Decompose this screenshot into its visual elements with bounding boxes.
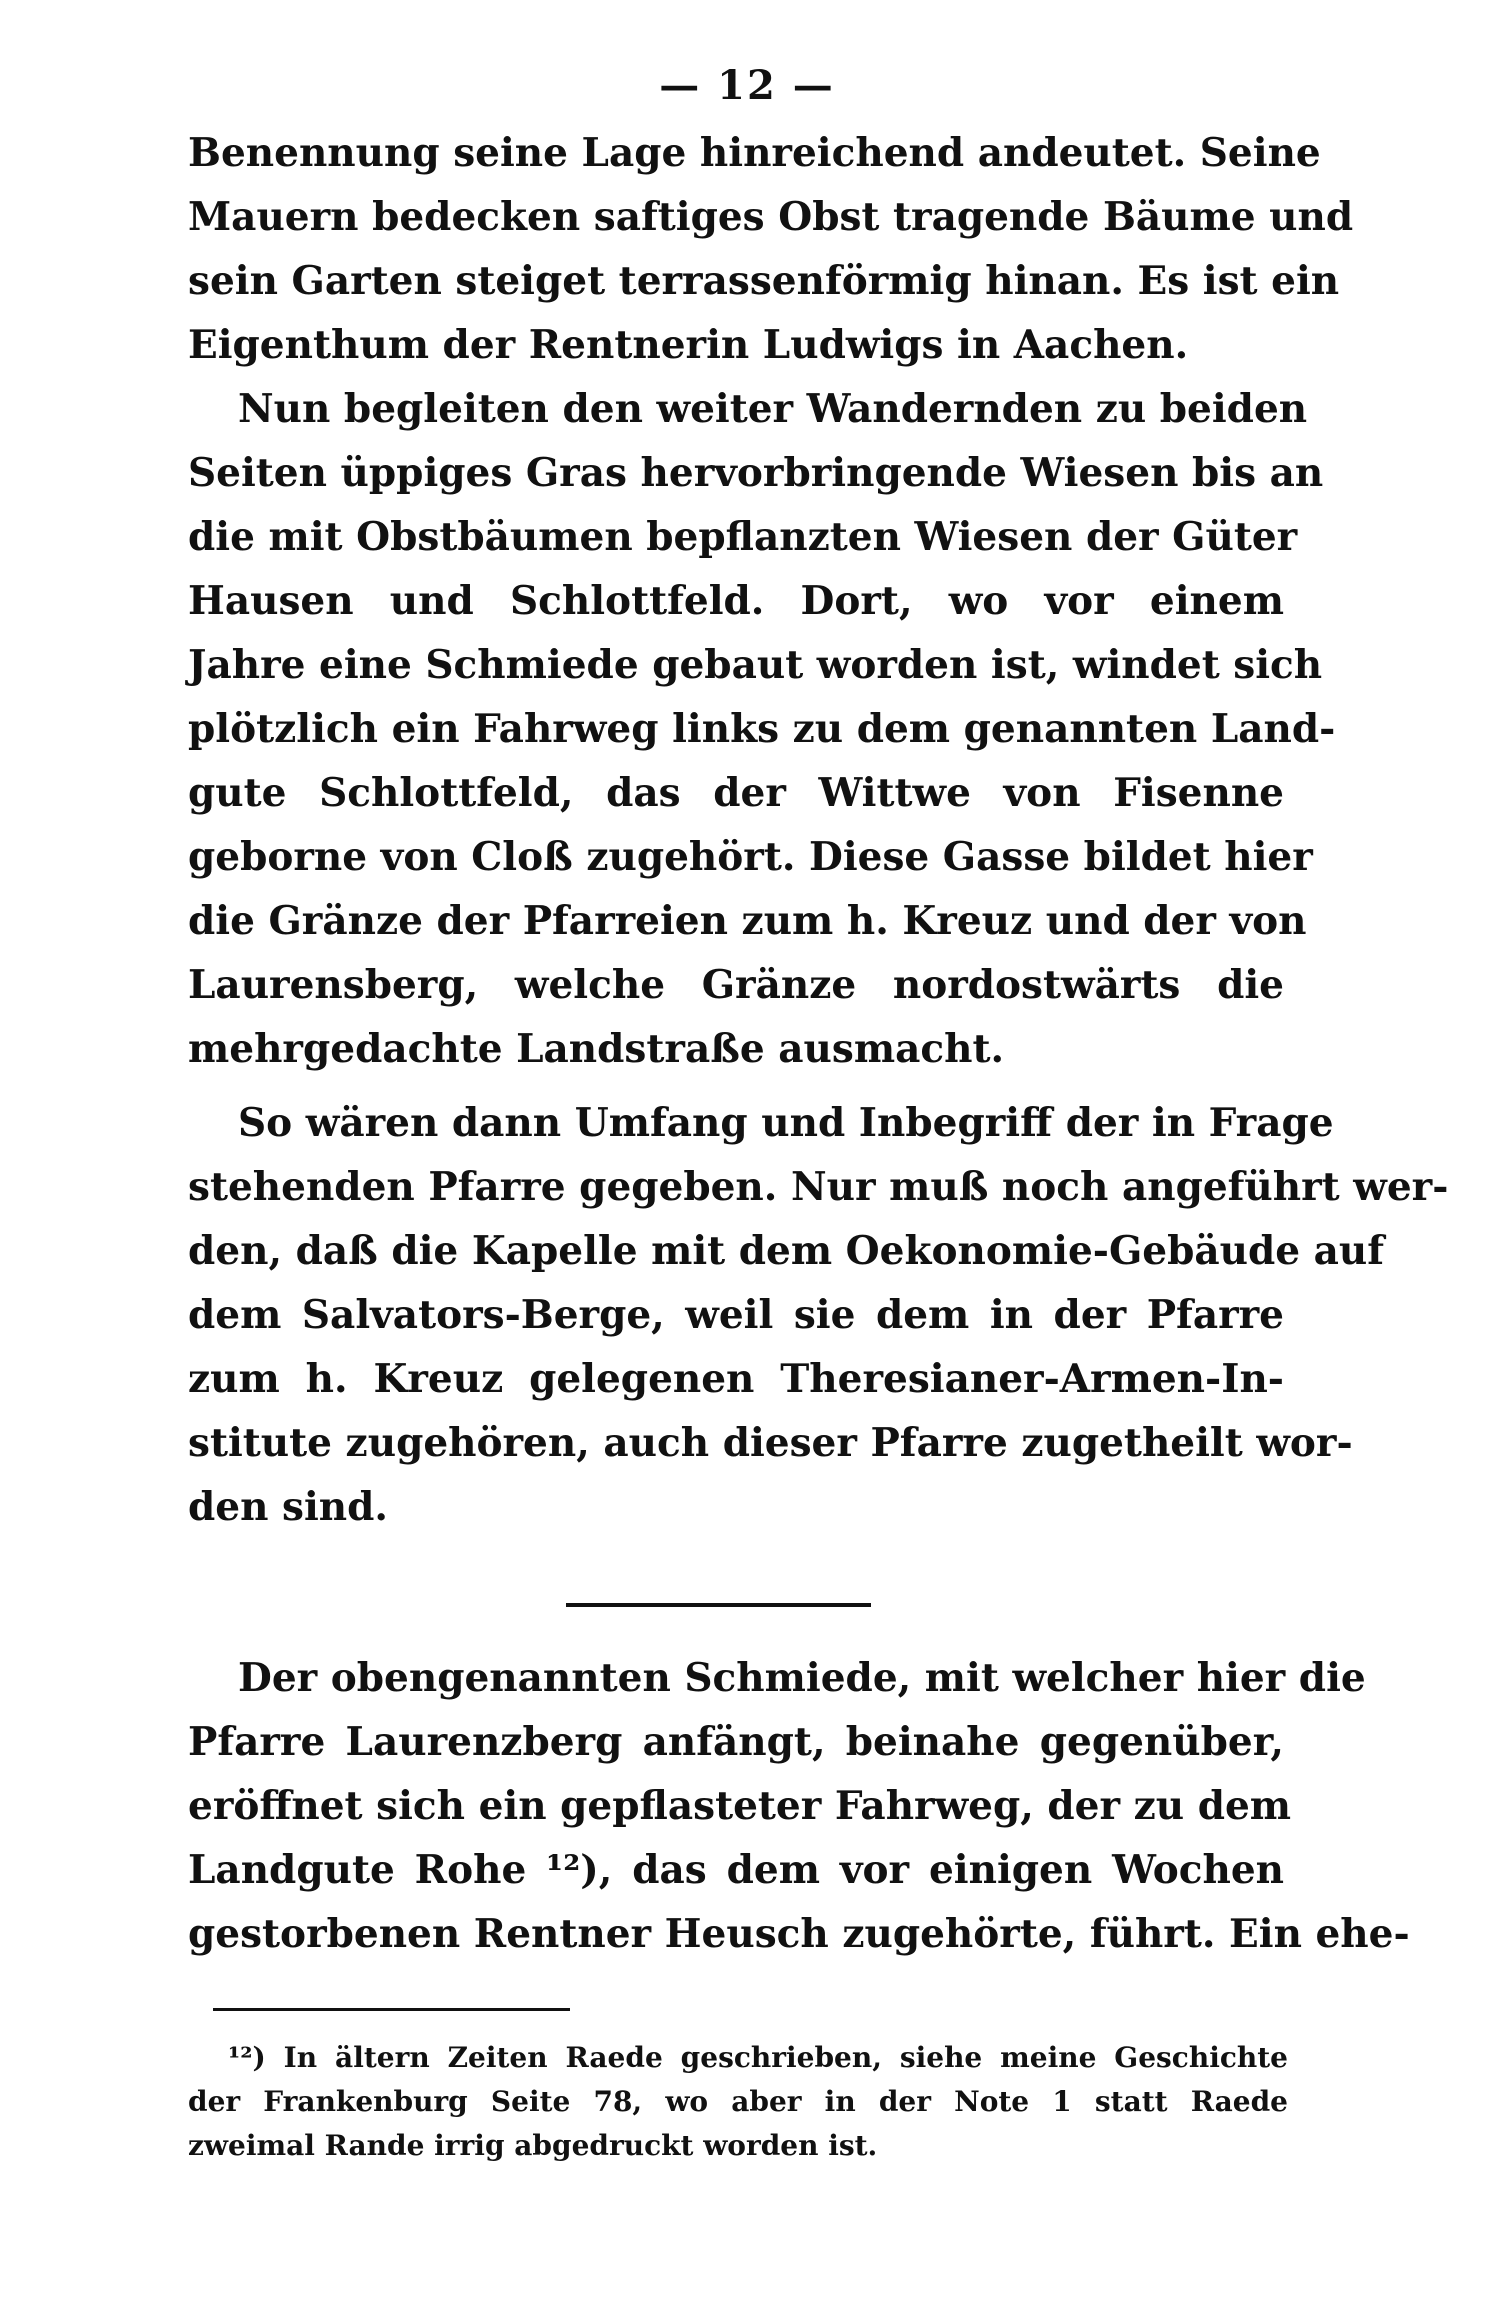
text-line: So wären dann Umfang und Inbegriff der in Frage xyxy=(238,1100,1334,1146)
footnote-line: ¹²) In ältern Zeiten Raede geschrieben, siehe meine Geschichte xyxy=(228,2041,1288,2074)
text-line: den, daß die Kapelle mit dem Oekonomie-Gebäude auf xyxy=(188,1228,1385,1274)
text-line: Eigenthum der Rentnerin Ludwigs in Aachen. xyxy=(188,322,1189,368)
text-line: dem Salvators-Berge, weil sie dem in der Pfarre xyxy=(188,1292,1284,1338)
text-line: zum h. Kreuz gelegenen Theresianer-Armen-In- xyxy=(188,1356,1284,1402)
text-line: Nun begleiten den weiter Wandernden zu beiden xyxy=(238,386,1308,432)
text-line: stitute zugehören, auch dieser Pfarre zugetheilt wor- xyxy=(188,1420,1353,1466)
text-line: Der obengenannten Schmiede, mit welcher hier die xyxy=(238,1655,1366,1701)
text-line: plötzlich ein Fahrweg links zu dem genannten Land- xyxy=(188,706,1336,752)
text-line: Pfarre Laurenzberg anfängt, beinahe gegenüber, xyxy=(188,1719,1284,1765)
text-line: Landgute Rohe ¹²), das dem vor einigen Wochen xyxy=(188,1847,1284,1893)
text-line: gute Schlottfeld, das der Wittwe von Fisenne xyxy=(188,770,1284,816)
text-line: Hausen und Schlottfeld. Dort, wo vor einem xyxy=(188,578,1284,624)
page-number: — 12 — xyxy=(659,62,835,109)
text-line: Benennung seine Lage hinreichend andeutet. Seine xyxy=(188,130,1321,176)
text-line: gestorbenen Rentner Heusch zugehörte, führt. Ein ehe- xyxy=(188,1911,1410,1957)
footnote-rule xyxy=(213,2008,570,2011)
text-line: den sind. xyxy=(188,1484,388,1530)
section-divider xyxy=(566,1603,871,1607)
text-line: die Gränze der Pfarreien zum h. Kreuz und der von xyxy=(188,898,1307,944)
text-line: eröffnet sich ein gepflasteter Fahrweg, der zu dem xyxy=(188,1783,1292,1829)
text-line: Laurensberg, welche Gränze nordostwärts die xyxy=(188,962,1284,1008)
text-line: die mit Obstbäumen bepflanzten Wiesen der Güter xyxy=(188,514,1298,560)
text-line: geborne von Cloß zugehört. Diese Gasse bildet hier xyxy=(188,834,1313,880)
text-line: mehrgedachte Landstraße ausmacht. xyxy=(188,1026,1005,1072)
footnote-line: der Frankenburg Seite 78, wo aber in der Note 1 statt Raede xyxy=(188,2085,1288,2118)
text-line: sein Garten steiget terrassenförmig hinan. Es ist ein xyxy=(188,258,1340,304)
text-line: Mauern bedecken saftiges Obst tragende Bäume und xyxy=(188,194,1354,240)
footnote-line: zweimal Rande irrig abgedruckt worden ist. xyxy=(188,2129,878,2162)
text-line: Jahre eine Schmiede gebaut worden ist, windet sich xyxy=(188,642,1323,688)
text-line: stehenden Pfarre gegeben. Nur muß noch angeführt wer- xyxy=(188,1164,1449,1210)
text-line: Seiten üppiges Gras hervorbringende Wiesen bis an xyxy=(188,450,1324,496)
